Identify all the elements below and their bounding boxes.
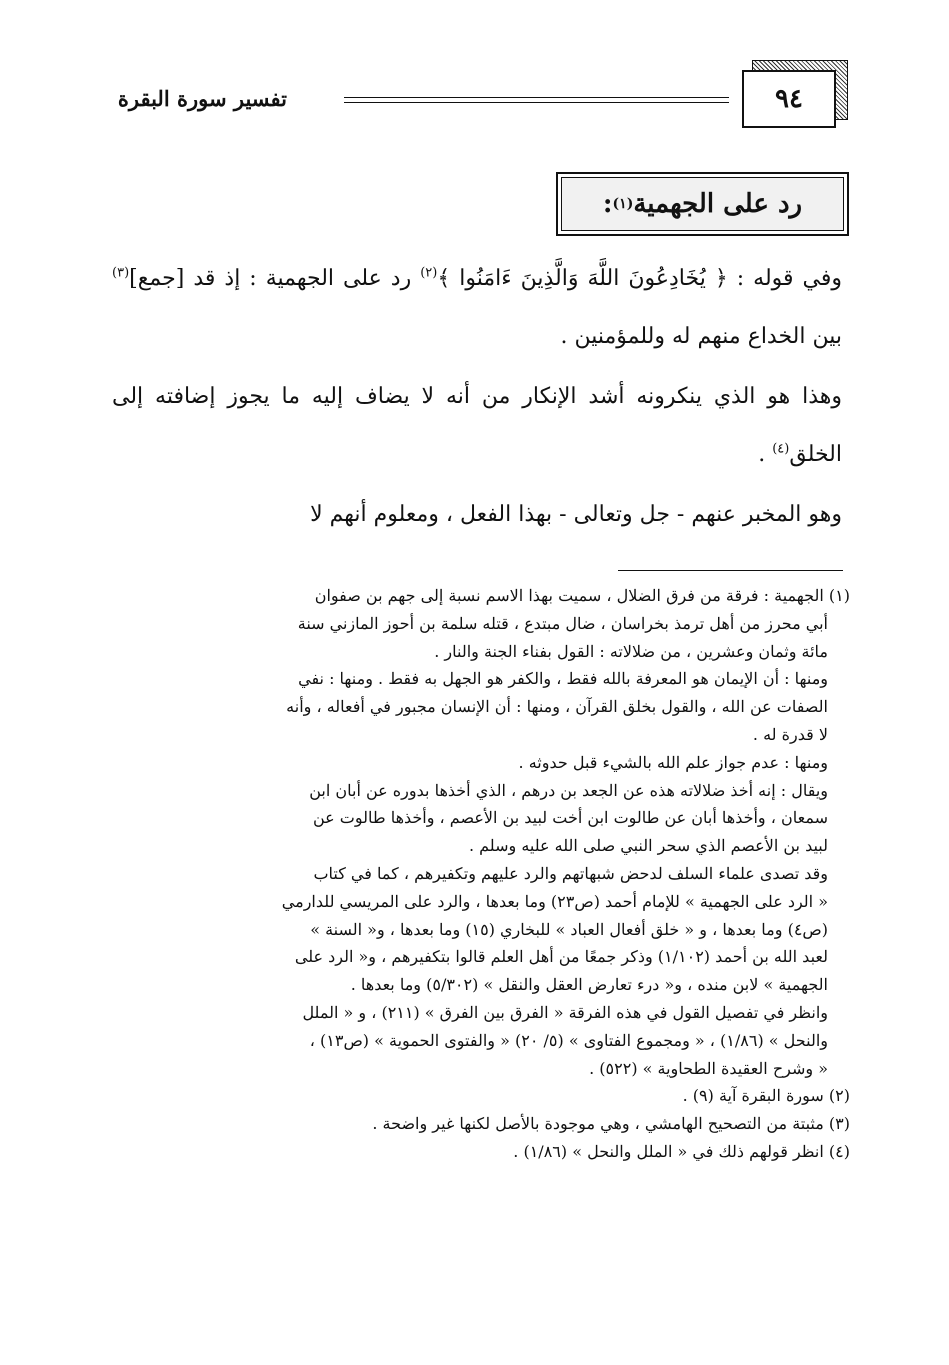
- section-heading-box: [556, 172, 849, 236]
- section-heading-note: (١): [612, 196, 634, 212]
- footnote-line: الصفات عن الله ، والقول بخلق القرآن ، ومنها : أن الإنسان مجبور في أفعاله ، وأنه: [286, 697, 828, 717]
- footnote-line: ومنها : عدم جواز علم الله بالشيء قبل حدوثه .: [518, 752, 828, 772]
- footnote-line: وقد تصدى علماء السلف لدحض شبهاتهم والرد عليهم وتكفيرهم ، كما في كتاب: [313, 863, 828, 883]
- footnote-line: (٣) مثبتة من التصحيح الهامشي ، وهي موجودة بالأصل لكنها غير واضحة .: [372, 1114, 850, 1134]
- footnote-line: (١) الجهمية : فرقة من فرق الضلال ، سميت بهذا الاسم نسبة إلى جهم بن صفوان: [314, 586, 850, 605]
- footnote-line: مائة وثمان وعشرين ، من ضلالاته : القول بفناء الجنة والنار .: [434, 641, 828, 661]
- footnote-line: (٤) انظر قولهم ذلك في « الملل والنحل » (١/٨٦) .: [513, 1141, 850, 1161]
- footnote-line: الجهمية » لابن منده ، و« درء تعارض العقل والنقل » (٥/٣٠٢) وما بعدها .: [350, 975, 828, 995]
- footnote-ref-4: (٤): [772, 441, 790, 457]
- footnote-line: ومنها : أن الإيمان هو المعرفة بالله فقط ، والكفر هو الجهل به فقط . ومنها : نفي: [298, 669, 828, 689]
- paragraph-1-part-b: رد على الجهمية : إذ قد [جمع]: [129, 266, 421, 291]
- footnote-line: (٢) سورة البقرة آية (٩) .: [682, 1086, 850, 1106]
- paragraph-2-part-b: .: [758, 442, 773, 467]
- paragraph-3: وهو المخبر عنهم - جل وتعالى - بهذا الفعل ، ومعلوم أنهم لا: [310, 502, 842, 527]
- section-heading: [561, 177, 844, 231]
- footnote-line: « الرد على الجهمية » للإمام أحمد (ص٢٣) وما بعدها ، والرد على المريسي للدارمي: [281, 891, 828, 911]
- paragraph-1-part-c: بين الخداع منهم له وللمؤمنين .: [560, 324, 842, 349]
- header-rule: [344, 97, 729, 103]
- paragraph-2-part-a: وهذا هو الذي ينكرونه أشد الإنكار من أنه لا يضاف إليه ما يجوز إضافته إلى الخلق: [112, 384, 842, 467]
- footnote-line: لعبد الله بن أحمد (١/١٠٢) وذكر جمعًا من أهل العلم قالوا بتكفيرهم ، و« الرد على: [294, 947, 828, 967]
- footnote-ref-3: (٣): [112, 265, 130, 281]
- footnote-line: ويقال : إنه أخذ ضلالاته هذه عن الجعد بن درهم ، الذي أخذها بدوره عن أبان ابن: [309, 780, 828, 800]
- footnote-line: سمعان ، وأخذها أبان عن طالوت ابن أخت لبيد بن الأعصم ، وأخذها طالوت عن: [312, 808, 828, 828]
- section-heading-suffix: :: [602, 189, 613, 219]
- paragraph-1-part-a: وفي قوله : ﴿ يُخَادِعُونَ اللَّهَ وَالَّذِينَ ءَامَنُوا ﴾: [437, 266, 843, 291]
- footnote-line: « وشرح العقيدة الطحاوية » (٥٢٢) .: [589, 1058, 828, 1078]
- footnote-line: أبي محرز من أهل ترمذ بخراسان ، ضال مبتدع ، قتله سلمة بن أحوز المازني سنة: [297, 613, 828, 633]
- footnote-line: لا قدرة له .: [752, 724, 828, 744]
- paragraph-1: [112, 250, 842, 366]
- footnote-line: لبيد بن الأعصم الذي سحر النبي صلى الله عليه وسلم .: [468, 836, 828, 856]
- running-title: تفسير سورة البقرة: [117, 86, 287, 111]
- footnote-line: والنحل » (١/٨٦) ، « ومجموع الفتاوى » (٥/ ٢٠) « والفتوى الحموية » (ص١٣) ،: [309, 1030, 828, 1050]
- footnote-line: وانظر في تفصيل القول في هذه الفرقة « الفرق بين الفرق » (٢١١) ، و « الملل: [302, 1002, 828, 1022]
- footnote-separator: [618, 570, 843, 571]
- footnote-line: (ص٤) وما بعدها ، و « خلق أفعال العباد » للبخاري (١٥) وما بعدها ، و« السنة »: [310, 919, 828, 939]
- footnotes: [112, 582, 850, 1166]
- footnote-ref-2: (٢): [420, 265, 438, 281]
- section-heading-text: رد على الجهمية: [633, 189, 803, 219]
- page-number: ٩٤: [742, 70, 836, 128]
- paragraph-2: [112, 368, 842, 484]
